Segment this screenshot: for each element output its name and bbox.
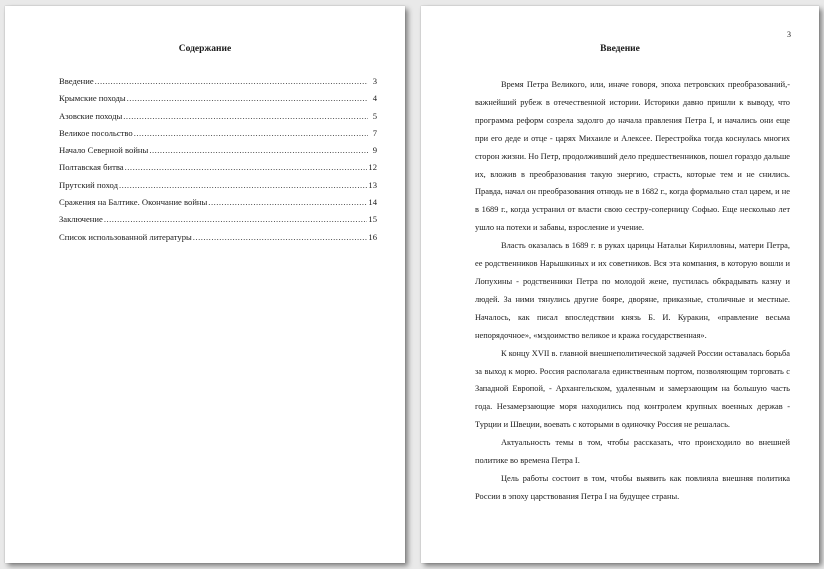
toc-entry[interactable]	[59, 128, 377, 145]
toc-entry-title: Прутский поход	[59, 179, 118, 190]
intro-body	[475, 76, 790, 506]
toc-leader-dots	[134, 128, 368, 138]
intro-paragraph: Цель работы состоит в том, чтобы выявить как повлияла внешняя политика России в эпоху царствования Петра I на будущее страны.	[475, 473, 790, 501]
toc-entry-page: 9	[372, 145, 377, 156]
toc-entry[interactable]	[59, 232, 377, 249]
intro-heading: Введение	[600, 44, 640, 54]
toc-leader-dots	[193, 232, 368, 242]
toc-leader-dots	[208, 197, 367, 207]
toc-entry-page: 13	[368, 179, 377, 190]
toc-entry-title: Крымские походы	[59, 93, 126, 104]
toc-entry[interactable]	[59, 93, 377, 110]
toc-leader-dots	[95, 76, 368, 86]
toc-entry[interactable]	[59, 145, 377, 162]
toc-entry-page: 14	[368, 197, 377, 208]
toc-leader-dots	[125, 162, 368, 172]
toc-entry-page: 12	[368, 162, 377, 173]
toc-entry[interactable]	[59, 180, 377, 197]
intro-paragraph: К концу XVII в. главной внешнеполитической задачей России оставалась борьба за выход к морю. Россия располагала единственным портом, позволяющим торговать с Западной Европой, - Архангельском, удаленным и замерзающим на большую часть года. Незамерзающие моря находились под контролем крупных военных держав - Турции и Швеции, воевать с которыми в одиночку Россия не решалась.	[475, 348, 790, 430]
intro-paragraph: Власть оказалась в 1689 г. в руках царицы Натальи Кирилловны, матери Петра, ее родственников Нарышкиных и их советников. Вся эта компания, в которую вошли и Лопухины - родственники Петра по молодой жене, пустилась обкрадывать казну и людей. За ними тянулись другие бояре, дворяне, приказные, столичные и местные. Началось, как писал впоследствии князь Б. И. Куракин, «правление весьма непорядочное», «мздоимство великое и кража государственная».	[475, 241, 790, 340]
toc-entry-title: Сражения на Балтике. Окончание войны	[59, 197, 208, 208]
toc-leader-dots	[119, 180, 367, 190]
toc-entry-page: 4	[372, 93, 377, 104]
toc-entry[interactable]	[59, 162, 377, 179]
toc-leader-dots	[127, 93, 368, 103]
toc-heading: Содержание	[178, 44, 232, 54]
toc-entry[interactable]	[59, 214, 377, 231]
toc-entry[interactable]	[59, 111, 377, 128]
intro-paragraph: Актуальность темы в том, чтобы рассказать, что происходило во внешней политике во времена Петра I.	[475, 438, 790, 466]
toc-entry-title: Введение	[59, 76, 94, 86]
toc-entry-title: Великое посольство	[59, 127, 133, 138]
toc-entry-page: 16	[368, 231, 377, 242]
toc-entry-title: Полтавская битва	[59, 162, 124, 173]
toc-leader-dots	[123, 111, 368, 121]
toc-entry-page: 3	[372, 76, 377, 86]
toc-entry-page: 7	[372, 127, 377, 138]
intro-page	[421, 6, 819, 563]
intro-paragraph: Время Петра Великого, или, иначе говоря, эпоха петровских преобразований,- важнейший рубеж в отечественной истории. Историки давно пришли к выводу, что программа реформ созрела задолго до начала правления Петра I, и начались они еще при его деде и отце - царях Михаиле и Алексее. Перестройка тогда коснулась многих сторон жизни. Но Петр, продолживший дело предшественников, пошел гораздо дальше их, вложив в преобразования такую энергию, страсть, которые тем и не снились. Правда, начал он преобразования отнюдь не в 1682 г., когда формально стал царем, и не в 1689 г., когда устранил от власти свою сестру-соперницу Софью. Еще несколько лет ушло на потехи и забавы, взросление и учение.	[475, 80, 790, 233]
toc-entry-page: 15	[368, 214, 377, 225]
toc-list	[59, 76, 377, 249]
toc-entry-page: 5	[372, 110, 377, 121]
toc-leader-dots	[149, 145, 368, 155]
toc-leader-dots	[104, 214, 368, 224]
toc-entry[interactable]	[59, 197, 377, 214]
toc-entry-title: Начало Северной войны	[59, 145, 149, 156]
toc-entry-title: Азовские походы	[59, 110, 123, 121]
page-number: 3	[787, 30, 791, 39]
toc-entry-title: Заключение	[59, 214, 103, 225]
toc-entry-title: Список использованной литературы	[59, 231, 192, 242]
toc-entry[interactable]	[59, 76, 377, 93]
toc-page	[5, 6, 405, 563]
